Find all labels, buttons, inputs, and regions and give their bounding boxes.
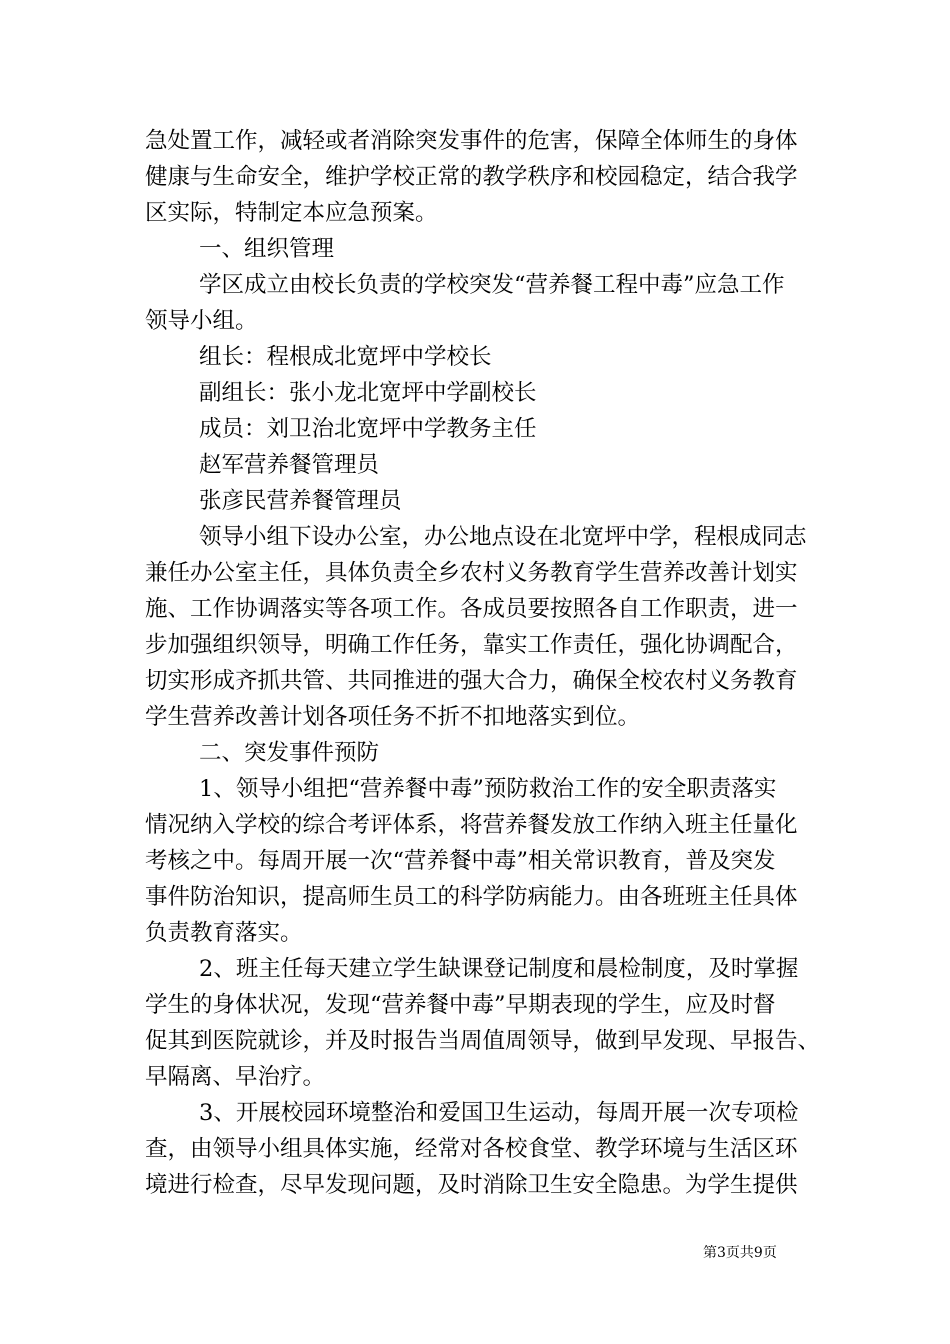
page-number: 第3页共9页 (703, 1245, 777, 1261)
text-line: 学生的身体状况，发现“营养餐中毒”早期表现的学生，应及时督 (145, 992, 776, 1018)
text-line: 领导小组。 (145, 308, 258, 334)
text-line: 组长：程根成北宽坪中学校长 (199, 344, 492, 370)
text-line: 成员：刘卫治北宽坪中学教务主任 (199, 416, 537, 442)
text-line: 学区成立由校长负责的学校突发“营养餐工程中毒”应急工作 (199, 272, 785, 298)
text-line: 负责教育落实。 (145, 920, 303, 946)
text-line: 早隔离、早治疗。 (145, 1064, 326, 1090)
text-line: 步加强组织领导，明确工作任务，靠实工作责任，强化协调配合， (145, 632, 798, 658)
text-line: 副组长：张小龙北宽坪中学副校长 (199, 380, 537, 406)
text-line: 考核之中。每周开展一次“营养餐中毒”相关常识教育，普及突发 (145, 848, 776, 874)
text-line: 施、工作协调落实等各项工作。各成员要按照各自工作职责，进一 (145, 596, 798, 622)
text-line: 1、领导小组把“营养餐中毒”预防救治工作的安全职责落实 (199, 776, 777, 802)
text-line: 查，由领导小组具体实施，经常对各校食堂、教学环境与生活区环 (145, 1136, 798, 1162)
text-line: 2、班主任每天建立学生缺课登记制度和晨检制度，及时掌握 (199, 956, 799, 982)
text-line: 学生营养改善计划各项任务不折不扣地落实到位。 (145, 704, 641, 730)
text-line: 健康与生命安全，维护学校正常的教学秩序和校园稳定，结合我学 (145, 164, 798, 190)
text-line: 情况纳入学校的综合考评体系，将营养餐发放工作纳入班主任量化 (145, 812, 798, 838)
text-line: 兼任办公室主任，具体负责全乡农村义务教育学生营养改善计划实 (145, 560, 798, 586)
text-line: 赵军营养餐管理员 (199, 452, 380, 478)
text-line: 事件防治知识，提高师生员工的科学防病能力。由各班班主任具体 (145, 884, 798, 910)
text-line: 张彦民营养餐管理员 (199, 488, 402, 514)
text-line: 领导小组下设办公室，办公地点设在北宽坪中学，程根成同志 (199, 524, 807, 550)
section-heading: 二、突发事件预防 (199, 740, 380, 766)
text-line: 切实形成齐抓共管、共同推进的强大合力，确保全校农村义务教育 (145, 668, 798, 694)
text-line: 3、开展校园环境整治和爱国卫生运动，每周开展一次专项检 (199, 1100, 799, 1126)
text-line: 促其到医院就诊，并及时报告当周值周领导，做到早发现、早报告、 (145, 1028, 821, 1054)
text-line: 区实际，特制定本应急预案。 (145, 200, 438, 226)
section-heading: 一、组织管理 (199, 236, 335, 262)
text-line: 境进行检查，尽早发现问题，及时消除卫生安全隐患。为学生提供 (145, 1172, 798, 1198)
text-line: 急处置工作，减轻或者消除突发事件的危害，保障全体师生的身体 (145, 128, 798, 154)
